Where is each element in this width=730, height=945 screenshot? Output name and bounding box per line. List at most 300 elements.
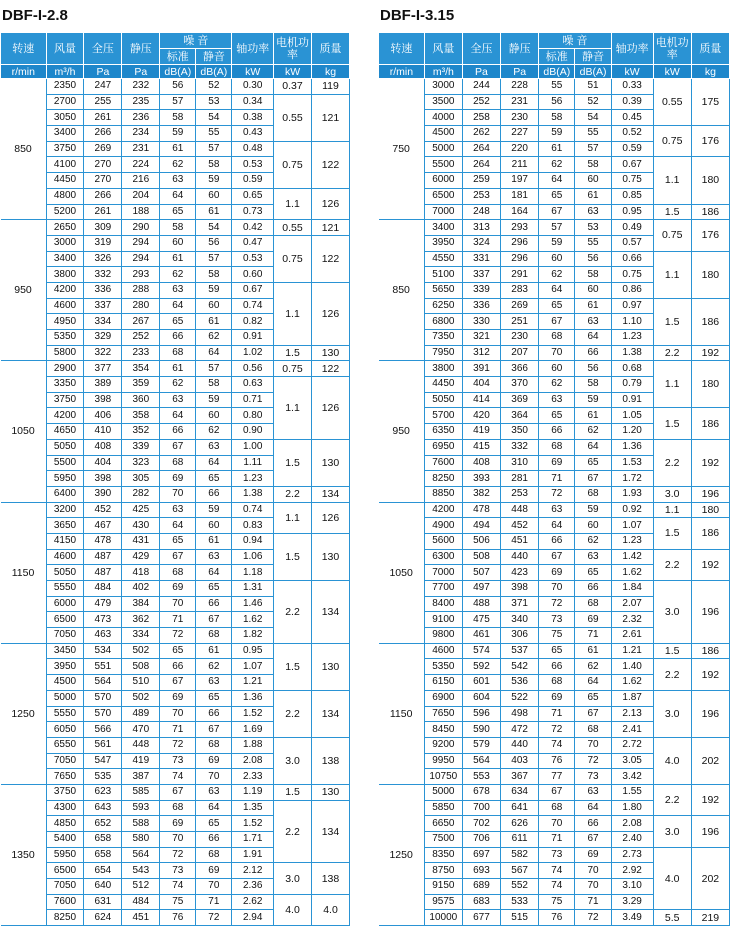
flow-cell: 5350 (424, 659, 462, 675)
static-pressure-cell: 234 (122, 126, 160, 142)
static-pressure-cell: 288 (122, 282, 160, 298)
static-pressure-cell: 216 (122, 173, 160, 189)
noise-standard-cell: 68 (539, 800, 575, 816)
flow-cell: 5000 (424, 141, 462, 157)
total-pressure-cell: 337 (84, 298, 122, 314)
noise-static-cell: 64 (196, 565, 232, 581)
flow-cell: 6250 (424, 298, 462, 314)
noise-static-cell: 69 (196, 863, 232, 879)
table-row (379, 816, 730, 832)
noise-standard-cell: 64 (539, 173, 575, 189)
noise-standard-cell: 64 (160, 298, 196, 314)
mass-cell: 122 (311, 361, 349, 377)
table-row (1, 361, 350, 377)
speed-cell: 1050 (379, 502, 425, 643)
total-pressure-cell: 488 (462, 596, 500, 612)
noise-static-cell: 67 (196, 612, 232, 628)
flow-cell: 8250 (46, 910, 84, 926)
motor-power-cell: 2.2 (274, 581, 312, 644)
header-mass: 质量 (311, 33, 349, 65)
total-pressure-cell: 564 (462, 753, 500, 769)
table-row (1, 141, 350, 157)
noise-standard-cell: 66 (539, 533, 575, 549)
static-pressure-cell: 305 (122, 471, 160, 487)
shaft-power-cell: 2.32 (611, 612, 653, 628)
noise-static-cell: 61 (196, 204, 232, 220)
total-pressure-cell: 596 (462, 706, 500, 722)
static-pressure-cell: 360 (122, 392, 160, 408)
shaft-power-cell: 1.52 (232, 816, 274, 832)
noise-standard-cell: 61 (160, 361, 196, 377)
shaft-power-cell: 1.87 (611, 690, 653, 706)
noise-static-cell: 72 (196, 910, 232, 926)
header-shaft-power: 轴功率 (611, 33, 653, 65)
noise-static-cell: 63 (575, 314, 611, 330)
noise-static-cell: 63 (196, 784, 232, 800)
shaft-power-cell: 2.07 (611, 596, 653, 612)
static-pressure-cell: 332 (501, 439, 539, 455)
noise-static-cell: 67 (196, 722, 232, 738)
total-pressure-cell: 415 (462, 439, 500, 455)
shaft-power-cell: 1.05 (611, 408, 653, 424)
unit-label: dB(A) (160, 65, 196, 79)
shaft-power-cell: 1.62 (232, 612, 274, 628)
shaft-power-cell: 0.75 (611, 267, 653, 283)
total-pressure-cell: 677 (462, 910, 500, 926)
total-pressure-cell: 484 (84, 581, 122, 597)
static-pressure-cell: 290 (122, 220, 160, 236)
table-row (379, 298, 730, 314)
header-noise: 噪 音 (539, 33, 611, 49)
noise-standard-cell: 68 (539, 439, 575, 455)
shaft-power-cell: 0.45 (611, 110, 653, 126)
static-pressure-cell: 451 (122, 910, 160, 926)
shaft-power-cell: 0.91 (611, 392, 653, 408)
noise-standard-cell: 67 (160, 439, 196, 455)
flow-cell: 5550 (46, 706, 84, 722)
noise-standard-cell: 71 (160, 722, 196, 738)
mass-cell: 122 (311, 141, 349, 188)
motor-power-cell: 2.2 (274, 690, 312, 737)
total-pressure-cell: 255 (84, 94, 122, 110)
noise-static-cell: 51 (575, 79, 611, 95)
motor-power-cell: 1.1 (274, 502, 312, 533)
static-pressure-cell: 236 (122, 110, 160, 126)
static-pressure-cell: 537 (501, 643, 539, 659)
mass-cell: 192 (691, 549, 729, 580)
noise-standard-cell: 70 (539, 345, 575, 361)
total-pressure-cell: 601 (462, 675, 500, 691)
shaft-power-cell: 0.82 (232, 314, 274, 330)
total-pressure-cell: 336 (84, 282, 122, 298)
motor-power-cell: 2.2 (653, 439, 691, 486)
mass-cell: 180 (691, 251, 729, 298)
total-pressure-cell: 535 (84, 769, 122, 785)
mass-cell: 126 (311, 502, 349, 533)
table-row (1, 533, 350, 549)
header-static-pressure: 静压 (501, 33, 539, 65)
flow-cell: 5600 (424, 533, 462, 549)
static-pressure-cell: 588 (122, 816, 160, 832)
static-pressure-cell: 452 (501, 518, 539, 534)
flow-cell: 4900 (424, 518, 462, 534)
flow-cell: 5000 (424, 784, 462, 800)
noise-standard-cell: 68 (160, 455, 196, 471)
shaft-power-cell: 1.07 (232, 659, 274, 675)
total-pressure-cell: 419 (462, 424, 500, 440)
flow-cell: 8400 (424, 596, 462, 612)
table-row (1, 737, 350, 753)
motor-power-cell: 1.5 (274, 533, 312, 580)
shaft-power-cell: 1.55 (611, 784, 653, 800)
mass-cell: 119 (311, 79, 349, 95)
shaft-power-cell: 2.92 (611, 863, 653, 879)
flow-cell: 3750 (46, 784, 84, 800)
static-pressure-cell: 253 (501, 486, 539, 502)
static-pressure-cell: 164 (501, 204, 539, 220)
header-noise: 噪 音 (160, 33, 232, 49)
static-pressure-cell: 470 (122, 722, 160, 738)
mass-cell: 130 (311, 533, 349, 580)
shaft-power-cell: 3.49 (611, 910, 653, 926)
static-pressure-cell: 252 (122, 330, 160, 346)
noise-standard-cell: 66 (160, 659, 196, 675)
noise-static-cell: 68 (575, 486, 611, 502)
noise-static-cell: 61 (575, 408, 611, 424)
noise-standard-cell: 76 (160, 910, 196, 926)
mass-cell: 126 (311, 282, 349, 345)
static-pressure-cell: 402 (122, 581, 160, 597)
total-pressure-cell: 258 (462, 110, 500, 126)
mass-cell: 121 (311, 220, 349, 236)
noise-static-cell: 56 (196, 235, 232, 251)
static-pressure-cell: 448 (501, 502, 539, 518)
flow-cell: 5400 (46, 832, 84, 848)
noise-standard-cell: 63 (539, 502, 575, 518)
noise-static-cell: 63 (575, 784, 611, 800)
static-pressure-cell: 228 (501, 79, 539, 95)
noise-static-cell: 53 (575, 220, 611, 236)
noise-static-cell: 65 (196, 690, 232, 706)
noise-standard-cell: 70 (160, 706, 196, 722)
mass-cell: 130 (311, 345, 349, 361)
shaft-power-cell: 0.30 (232, 79, 274, 95)
motor-power-cell: 1.5 (653, 298, 691, 345)
header-flow: 风量 (46, 33, 84, 65)
flow-cell: 3500 (424, 94, 462, 110)
static-pressure-cell: 448 (122, 737, 160, 753)
total-pressure-cell: 463 (84, 628, 122, 644)
shaft-power-cell: 1.21 (232, 675, 274, 691)
motor-power-cell: 0.55 (653, 79, 691, 126)
motor-power-cell: 2.2 (274, 800, 312, 863)
noise-standard-cell: 59 (160, 126, 196, 142)
noise-static-cell: 62 (575, 659, 611, 675)
flow-cell: 5950 (46, 471, 84, 487)
motor-power-cell: 1.5 (653, 204, 691, 220)
mass-cell: 134 (311, 690, 349, 737)
flow-cell: 6000 (46, 596, 84, 612)
noise-standard-cell: 59 (539, 126, 575, 142)
noise-standard-cell: 61 (539, 141, 575, 157)
noise-static-cell: 70 (196, 769, 232, 785)
unit-label: dB(A) (539, 65, 575, 79)
mass-cell: 192 (691, 345, 729, 361)
header-motor-power: 电机功率 (653, 33, 691, 65)
static-pressure-cell: 419 (122, 753, 160, 769)
noise-static-cell: 61 (196, 533, 232, 549)
static-pressure-cell: 267 (122, 314, 160, 330)
noise-standard-cell: 74 (539, 863, 575, 879)
total-pressure-cell: 264 (462, 141, 500, 157)
flow-cell: 4600 (46, 549, 84, 565)
shaft-power-cell: 1.91 (232, 847, 274, 863)
noise-static-cell: 59 (575, 392, 611, 408)
flow-cell: 3000 (424, 79, 462, 95)
flow-cell: 6500 (424, 188, 462, 204)
flow-cell: 6000 (424, 173, 462, 189)
shaft-power-cell: 1.69 (232, 722, 274, 738)
static-pressure-cell: 423 (501, 565, 539, 581)
shaft-power-cell: 1.46 (232, 596, 274, 612)
noise-standard-cell: 68 (160, 800, 196, 816)
flow-cell: 4450 (424, 377, 462, 393)
static-pressure-cell: 181 (501, 188, 539, 204)
noise-static-cell: 64 (575, 439, 611, 455)
table-panel-dbf-3-15 (378, 0, 730, 926)
static-pressure-cell: 512 (122, 879, 160, 895)
shaft-power-cell: 0.85 (611, 188, 653, 204)
shaft-power-cell: 0.65 (232, 188, 274, 204)
shaft-power-cell: 2.33 (232, 769, 274, 785)
total-pressure-cell: 262 (462, 126, 500, 142)
static-pressure-cell: 296 (501, 251, 539, 267)
mass-cell: 134 (311, 581, 349, 644)
table-row (379, 126, 730, 142)
flow-cell: 3350 (46, 377, 84, 393)
flow-cell: 7050 (46, 879, 84, 895)
unit-label: Pa (501, 65, 539, 79)
noise-static-cell: 61 (196, 314, 232, 330)
static-pressure-cell: 626 (501, 816, 539, 832)
total-pressure-cell: 253 (462, 188, 500, 204)
mass-cell: 192 (691, 659, 729, 690)
shaft-power-cell: 0.75 (611, 173, 653, 189)
shaft-power-cell: 3.29 (611, 894, 653, 910)
shaft-power-cell: 0.79 (611, 377, 653, 393)
total-pressure-cell: 590 (462, 722, 500, 738)
motor-power-cell: 4.0 (653, 737, 691, 784)
total-pressure-cell: 408 (84, 439, 122, 455)
static-pressure-cell: 502 (122, 643, 160, 659)
motor-power-cell: 3.0 (653, 816, 691, 847)
noise-static-cell: 58 (196, 157, 232, 173)
mass-cell: 122 (311, 235, 349, 282)
mass-cell: 130 (311, 439, 349, 486)
noise-static-cell: 57 (196, 251, 232, 267)
shaft-power-cell: 1.23 (611, 330, 653, 346)
shaft-power-cell: 0.92 (611, 502, 653, 518)
shaft-power-cell: 1.36 (611, 439, 653, 455)
motor-power-cell: 2.2 (653, 784, 691, 815)
static-pressure-cell: 282 (122, 486, 160, 502)
noise-standard-cell: 57 (160, 94, 196, 110)
noise-standard-cell: 74 (160, 769, 196, 785)
fan-performance-table (0, 32, 350, 926)
noise-static-cell: 60 (575, 173, 611, 189)
noise-standard-cell: 68 (539, 675, 575, 691)
table-row (379, 79, 730, 95)
table-row (1, 188, 350, 204)
table-row (379, 847, 730, 863)
noise-static-cell: 52 (575, 94, 611, 110)
noise-standard-cell: 67 (160, 675, 196, 691)
speed-cell: 850 (379, 220, 425, 361)
noise-static-cell: 72 (575, 753, 611, 769)
shaft-power-cell: 2.94 (232, 910, 274, 926)
shaft-power-cell: 0.67 (611, 157, 653, 173)
flow-cell: 6900 (424, 690, 462, 706)
total-pressure-cell: 508 (462, 549, 500, 565)
table-row (1, 894, 350, 910)
total-pressure-cell: 534 (84, 643, 122, 659)
mass-cell: 138 (311, 863, 349, 894)
static-pressure-cell: 306 (501, 628, 539, 644)
noise-static-cell: 63 (196, 439, 232, 455)
flow-cell: 3050 (46, 110, 84, 126)
flow-cell: 2700 (46, 94, 84, 110)
unit-label: kW (274, 65, 312, 79)
motor-power-cell: 0.75 (274, 361, 312, 377)
noise-static-cell: 64 (196, 345, 232, 361)
shaft-power-cell: 2.40 (611, 832, 653, 848)
static-pressure-cell: 293 (501, 220, 539, 236)
flow-cell: 4500 (424, 126, 462, 142)
motor-power-cell: 1.5 (274, 643, 312, 690)
shaft-power-cell: 2.08 (232, 753, 274, 769)
static-pressure-cell: 440 (501, 737, 539, 753)
noise-standard-cell: 64 (160, 408, 196, 424)
noise-static-cell: 55 (575, 235, 611, 251)
flow-cell: 5200 (46, 204, 84, 220)
total-pressure-cell: 337 (462, 267, 500, 283)
noise-static-cell: 63 (575, 204, 611, 220)
shaft-power-cell: 2.73 (611, 847, 653, 863)
static-pressure-cell: 269 (501, 298, 539, 314)
total-pressure-cell: 579 (462, 737, 500, 753)
noise-static-cell: 67 (575, 832, 611, 848)
noise-standard-cell: 70 (539, 581, 575, 597)
noise-standard-cell: 72 (539, 722, 575, 738)
mass-cell: 175 (691, 79, 729, 126)
noise-static-cell: 66 (575, 816, 611, 832)
total-pressure-cell: 393 (462, 471, 500, 487)
noise-standard-cell: 70 (539, 816, 575, 832)
noise-static-cell: 64 (575, 675, 611, 691)
flow-cell: 4550 (424, 251, 462, 267)
shaft-power-cell: 0.56 (232, 361, 274, 377)
flow-cell: 5350 (46, 330, 84, 346)
total-pressure-cell: 390 (84, 486, 122, 502)
shaft-power-cell: 1.19 (232, 784, 274, 800)
mass-cell: 219 (691, 910, 729, 926)
mass-cell: 196 (691, 581, 729, 644)
motor-power-cell: 2.2 (653, 549, 691, 580)
motor-power-cell: 0.55 (274, 94, 312, 141)
table-row (1, 502, 350, 518)
shaft-power-cell: 1.93 (611, 486, 653, 502)
shaft-power-cell: 0.53 (232, 251, 274, 267)
noise-standard-cell: 59 (539, 235, 575, 251)
mass-cell: 176 (691, 220, 729, 251)
flow-cell: 5800 (46, 345, 84, 361)
shaft-power-cell: 1.06 (232, 549, 274, 565)
total-pressure-cell: 574 (462, 643, 500, 659)
noise-standard-cell: 57 (539, 220, 575, 236)
unit-label: kW (611, 65, 653, 79)
header-speed: 转速 (379, 33, 425, 65)
total-pressure-cell: 324 (462, 235, 500, 251)
total-pressure-cell: 497 (462, 581, 500, 597)
noise-standard-cell: 63 (160, 282, 196, 298)
flow-cell: 3000 (46, 235, 84, 251)
flow-cell: 9150 (424, 879, 462, 895)
static-pressure-cell: 352 (122, 424, 160, 440)
static-pressure-cell: 403 (501, 753, 539, 769)
shaft-power-cell: 1.40 (611, 659, 653, 675)
noise-static-cell: 59 (196, 173, 232, 189)
static-pressure-cell: 296 (501, 235, 539, 251)
shaft-power-cell: 0.91 (232, 330, 274, 346)
unit-label: dB(A) (196, 65, 232, 79)
noise-standard-cell: 74 (539, 879, 575, 895)
table-row (379, 690, 730, 706)
noise-standard-cell: 70 (160, 486, 196, 502)
noise-standard-cell: 74 (160, 879, 196, 895)
noise-static-cell: 58 (575, 157, 611, 173)
total-pressure-cell: 658 (84, 832, 122, 848)
total-pressure-cell: 706 (462, 832, 500, 848)
shaft-power-cell: 1.62 (611, 675, 653, 691)
flow-cell: 5100 (424, 267, 462, 283)
unit-label: dB(A) (575, 65, 611, 79)
flow-cell: 4200 (424, 502, 462, 518)
flow-cell: 8350 (424, 847, 462, 863)
total-pressure-cell: 247 (84, 79, 122, 95)
noise-standard-cell: 65 (160, 643, 196, 659)
static-pressure-cell: 366 (501, 361, 539, 377)
table-row (379, 439, 730, 455)
noise-standard-cell: 63 (160, 392, 196, 408)
noise-static-cell: 61 (575, 643, 611, 659)
speed-cell: 1050 (1, 361, 47, 502)
noise-standard-cell: 65 (539, 188, 575, 204)
table-row (1, 690, 350, 706)
static-pressure-cell: 367 (501, 769, 539, 785)
static-pressure-cell: 634 (501, 784, 539, 800)
shaft-power-cell: 0.59 (232, 173, 274, 189)
flow-cell: 5000 (46, 690, 84, 706)
motor-power-cell: 3.0 (274, 737, 312, 784)
shaft-power-cell: 0.43 (232, 126, 274, 142)
flow-cell: 3950 (46, 659, 84, 675)
mass-cell: 186 (691, 643, 729, 659)
total-pressure-cell: 398 (84, 392, 122, 408)
total-pressure-cell: 404 (84, 455, 122, 471)
speed-cell: 950 (1, 220, 47, 361)
noise-standard-cell: 73 (160, 753, 196, 769)
noise-static-cell: 55 (196, 126, 232, 142)
